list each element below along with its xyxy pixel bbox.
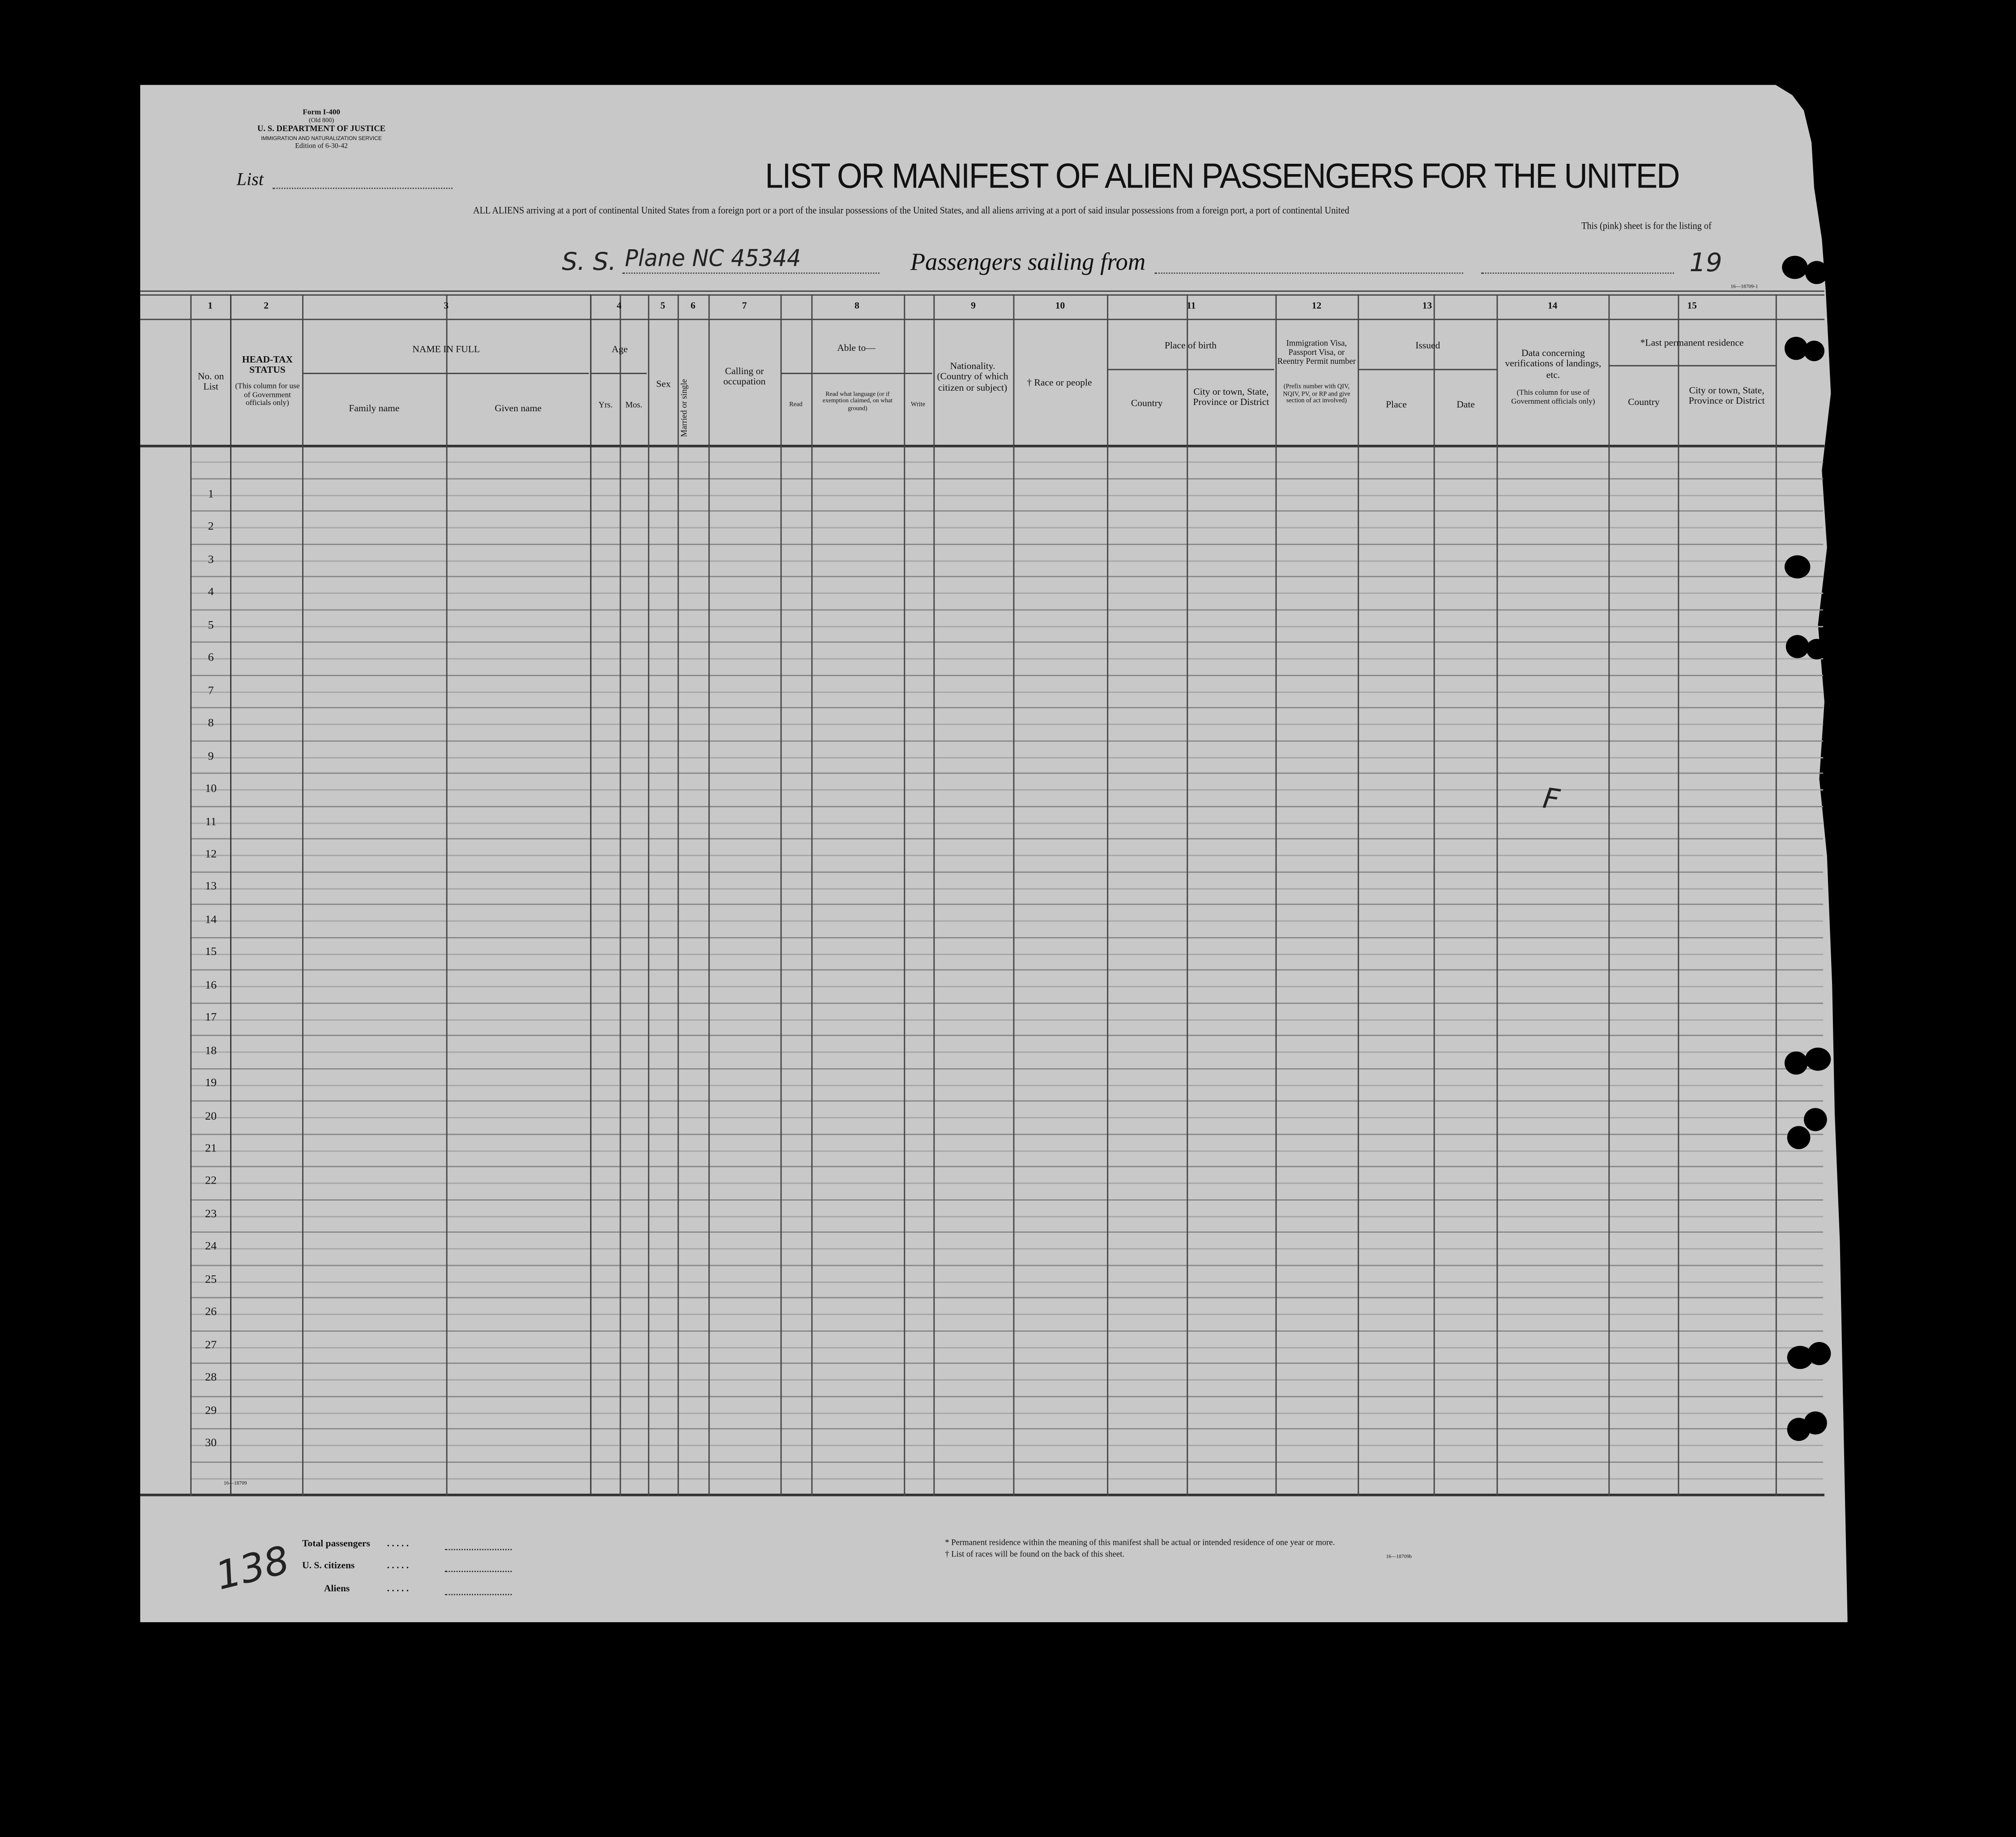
row-line [190, 1314, 1823, 1315]
row-line [190, 1002, 1823, 1004]
row-line [190, 904, 1823, 905]
subtitle-pink: This (pink) sheet is for the listing of [1581, 220, 1712, 232]
col-able-to: Able to— [837, 342, 876, 354]
row-line [190, 511, 1823, 512]
row-line [190, 1428, 1823, 1430]
col-last-residence: *Last permanent residence [1640, 337, 1744, 349]
footnote-races: † List of races will be found on the back of this sheet. [945, 1550, 1125, 1560]
column-line [230, 294, 231, 1496]
row-line [190, 970, 1823, 971]
number-row-rule [140, 319, 1824, 320]
total-passengers-dots: . . . . . [387, 1537, 409, 1549]
row-number: 6 [208, 651, 214, 664]
row-number: 5 [208, 618, 214, 631]
table-top-rule-2 [140, 294, 1824, 296]
column-number: 7 [742, 299, 747, 311]
us-citizens-label: U. S. citizens [302, 1559, 355, 1571]
row-line [190, 1248, 1823, 1249]
column-number: 14 [1547, 299, 1558, 311]
column-line [1434, 294, 1435, 1496]
print-code: 16—18709-1 [1730, 282, 1758, 290]
row-line [190, 609, 1823, 610]
column-number: 8 [854, 299, 859, 311]
row-number: 29 [205, 1403, 217, 1416]
column-line [812, 294, 813, 1496]
binding-hole [1782, 256, 1807, 279]
department: U. S. DEPARTMENT OF JUSTICE [257, 124, 386, 134]
row-number: 7 [208, 683, 214, 696]
residence-subrule [1608, 365, 1775, 367]
binding-hole [1807, 639, 1827, 660]
column-number: 10 [1055, 299, 1065, 311]
column-line [1358, 294, 1359, 1496]
col-age: Age [611, 343, 628, 355]
column-line [933, 294, 935, 1496]
row-line [190, 740, 1823, 742]
row-number: 25 [205, 1272, 217, 1285]
binding-hole [1785, 555, 1810, 579]
name-subrule [303, 373, 589, 374]
column-number: 2 [264, 299, 269, 311]
row-line [190, 494, 1823, 495]
row-line [190, 1265, 1823, 1266]
column-line [590, 294, 591, 1496]
row-number: 9 [208, 749, 214, 762]
column-line [1497, 294, 1498, 1496]
row-line [190, 1347, 1823, 1348]
row-number: 15 [205, 945, 217, 958]
col-visa: Immigration Visa, Passport Visa, or Reentry Permit number [1277, 339, 1356, 367]
table-code: 16—18709 [223, 1479, 247, 1486]
column-line [1678, 294, 1679, 1496]
col-read-language: Read what language (or if exemption claimed, on what ground) [822, 392, 893, 412]
column-line [1013, 294, 1014, 1496]
col-verification-note: (This column for use of Government officials only) [1511, 389, 1595, 406]
column-line [1275, 294, 1277, 1496]
column-number: 15 [1687, 299, 1697, 311]
row-line [190, 478, 1823, 479]
column-number: 11 [1187, 299, 1196, 311]
binding-hole [1786, 635, 1809, 658]
row-line [190, 1215, 1823, 1217]
old-number: (Old 800) [308, 118, 334, 125]
col-issued-place: Place [1386, 398, 1407, 410]
row-number: 24 [205, 1240, 217, 1253]
column-number: 6 [690, 299, 696, 311]
us-citizens-blank [445, 1571, 512, 1572]
row-line [190, 1052, 1823, 1053]
handwritten-page-number: 138 [211, 1538, 294, 1600]
row-line [190, 1396, 1823, 1397]
age-subrule [591, 373, 647, 374]
column-line [678, 294, 679, 1496]
form-number: Form I-400 [303, 109, 340, 117]
row-number: 4 [208, 585, 214, 598]
column-line [620, 294, 621, 1496]
row-line [190, 921, 1823, 922]
col-head-tax-note: (This column for use of Government officials only) [235, 383, 300, 408]
aliens-blank [445, 1594, 512, 1595]
column-line [302, 294, 303, 1496]
row-line [190, 674, 1823, 676]
row-line [190, 625, 1823, 627]
col-nationality: Nationality. (Country of which citizen or subject) [937, 360, 1008, 393]
row-number: 2 [208, 520, 214, 533]
row-line [190, 1297, 1823, 1299]
row-number: 3 [208, 552, 214, 566]
row-number: 8 [208, 716, 214, 729]
row-line [190, 708, 1823, 709]
binding-hole [1808, 1342, 1831, 1365]
row-line [190, 1035, 1823, 1036]
row-line [190, 773, 1823, 774]
row-line [190, 953, 1823, 955]
row-line [190, 1084, 1823, 1086]
row-number: 14 [205, 912, 217, 925]
row-line [190, 724, 1823, 725]
column-number: 13 [1422, 299, 1432, 311]
ss-label: S. S. [562, 248, 616, 277]
row-number: 17 [205, 1010, 217, 1024]
table-bottom-rule [140, 1494, 1824, 1496]
col-mos: Mos. [625, 401, 643, 410]
row-line [190, 527, 1823, 529]
column-line [781, 294, 782, 1496]
column-line [1608, 294, 1610, 1496]
row-line [190, 1068, 1823, 1069]
column-number: 3 [444, 299, 449, 311]
binding-hole [1805, 1048, 1831, 1071]
row-line [190, 1478, 1823, 1479]
row-number: 22 [205, 1174, 217, 1187]
row-number: 30 [205, 1436, 217, 1449]
row-number: 11 [205, 814, 217, 827]
table-top-rule [140, 290, 1824, 292]
row-line [190, 543, 1823, 545]
row-line [190, 1445, 1823, 1446]
row-number: 21 [205, 1141, 217, 1155]
column-number: 5 [660, 299, 666, 311]
sailing-label: Passengers sailing from [910, 249, 1146, 277]
column-line [446, 294, 448, 1496]
row-line [190, 1232, 1823, 1233]
column-line [1187, 294, 1188, 1496]
col-issued: Issued [1415, 339, 1440, 351]
row-line [190, 789, 1823, 791]
total-passengers-label: Total passengers [302, 1537, 370, 1549]
us-citizens-dots: . . . . . [387, 1559, 409, 1571]
list-label: List [236, 171, 264, 191]
row-line [190, 1330, 1823, 1331]
row-line [190, 642, 1823, 643]
header-bottom-rule [140, 445, 1824, 448]
list-blank [273, 188, 453, 189]
row-line [190, 1281, 1823, 1282]
row-line [190, 658, 1823, 660]
aliens-label: Aliens [324, 1582, 350, 1594]
aliens-dots: . . . . . [387, 1582, 409, 1594]
col-calling: Calling or occupation [723, 365, 766, 388]
date-blank [1481, 273, 1674, 274]
col-married: Married or single [680, 379, 689, 437]
binding-hole [1804, 1108, 1827, 1131]
row-line [190, 560, 1823, 561]
row-line [190, 1461, 1823, 1462]
total-passengers-blank [445, 1549, 512, 1550]
row-line [190, 937, 1823, 938]
col-race: † Race or people [1027, 376, 1092, 388]
col-name-in-full: NAME IN FULL [412, 343, 480, 355]
row-number: 23 [205, 1206, 217, 1220]
row-number: 13 [205, 879, 217, 893]
column-number: 1 [208, 299, 213, 311]
row-line [190, 1117, 1823, 1118]
footnote-residence: * Permanent residence within the meaning of this manifest shall be actual or intended residence of one year or more. [945, 1539, 1335, 1548]
column-line [904, 294, 905, 1496]
edition: Edition of 6-30-42 [295, 142, 348, 151]
column-number: 9 [971, 299, 976, 311]
col-place-of-birth: Place of birth [1164, 339, 1217, 351]
col-residence-country: Country [1628, 396, 1660, 408]
binding-hole [1785, 1052, 1808, 1075]
footer-code: 16—18709b [1386, 1552, 1412, 1560]
year-label: 19 [1689, 247, 1722, 278]
row-line [190, 1412, 1823, 1413]
row-line [190, 1199, 1823, 1200]
row-line [190, 839, 1823, 840]
row-number: 18 [205, 1043, 217, 1057]
ship-blank [622, 273, 879, 274]
row-line [190, 1363, 1823, 1364]
ship-name-handwritten: Plane NC 45344 [625, 245, 801, 273]
row-line [190, 1379, 1823, 1381]
col-birth-country: Country [1131, 397, 1163, 409]
col-issued-date: Date [1456, 398, 1475, 410]
row-number: 10 [205, 781, 217, 795]
binding-hole [1804, 341, 1824, 361]
page-title: LIST OR MANIFEST OF ALIEN PASSENGERS FOR THE UNITED [765, 157, 1679, 196]
row-number: 1 [208, 487, 214, 500]
sailing-blank [1154, 273, 1463, 274]
row-line [190, 806, 1823, 807]
col-read: Read [789, 402, 803, 409]
col-head-tax: HEAD-TAX STATUS [242, 353, 293, 376]
row-line [190, 822, 1823, 823]
column-line [648, 294, 649, 1496]
binding-hole [1805, 261, 1828, 284]
binding-hole [1787, 1126, 1811, 1149]
column-line [1776, 294, 1777, 1496]
column-number: 12 [1311, 299, 1322, 311]
row-line [190, 1150, 1823, 1151]
col-given-name: Given name [495, 402, 542, 414]
manifest-sheet [140, 85, 1850, 1622]
row-line [190, 592, 1823, 594]
row-line [190, 576, 1823, 578]
row-line [190, 871, 1823, 873]
col-write: Write [910, 402, 925, 409]
row-line [190, 1101, 1823, 1102]
binding-hole [1804, 1411, 1827, 1435]
row-number: 28 [205, 1370, 217, 1384]
row-number: 27 [205, 1338, 217, 1351]
col-no-on-list: No. on List [197, 370, 224, 392]
column-line [1107, 294, 1108, 1496]
row-number: 12 [205, 847, 217, 860]
row-line [190, 986, 1823, 987]
row-line [190, 1134, 1823, 1135]
row-line [190, 1166, 1823, 1168]
issued-subrule [1359, 369, 1496, 370]
column-number: 4 [616, 299, 622, 311]
row-number: 19 [205, 1076, 217, 1089]
birth-subrule [1107, 369, 1274, 370]
col-residence-city: City or town, State, Province or District [1688, 384, 1765, 407]
margin-note-handwritten: F [1541, 783, 1562, 818]
row-line [190, 1019, 1823, 1020]
col-sex: Sex [656, 378, 671, 390]
col-yrs: Yrs. [598, 401, 613, 410]
row-line [190, 1183, 1823, 1184]
service: IMMIGRATION AND NATURALIZATION SERVICE [261, 135, 382, 141]
row-line [190, 855, 1823, 856]
col-verification: Data concerning verifications of landings, etc. [1505, 347, 1602, 380]
able-subrule [781, 373, 932, 374]
column-line [709, 294, 710, 1496]
row-line [190, 461, 1823, 463]
row-line [190, 691, 1823, 692]
col-visa-note: (Prefix number with QIV, NQIV, PV, or RP and give section of act involved) [1283, 384, 1350, 405]
subtitle: ALL ALIENS arriving at a port of continental United States from a foreign port or a port of the insular possessions of the United States, and all aliens arriving at a port of said insular possessions from a foreign port, a port of continental United [473, 204, 1350, 216]
row-number: 16 [205, 978, 217, 991]
col-family-name: Family name [349, 402, 400, 414]
col-birth-city: City or town, State, Province or District [1193, 385, 1269, 408]
row-line [190, 887, 1823, 889]
row-number: 20 [205, 1108, 217, 1122]
row-line [190, 756, 1823, 758]
row-number: 26 [205, 1305, 217, 1318]
